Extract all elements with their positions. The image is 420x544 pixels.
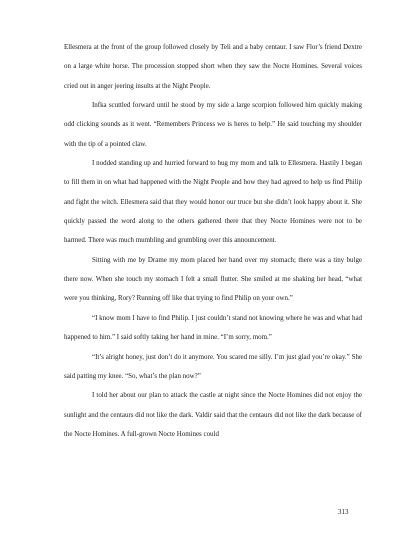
paragraph: Sitting with me by Drame my mom placed her hand over my stomach; there was a tiny bulge there now. When she touch my stomach I felt a small flutter. She smiled at me shaking her head, “what were you thinking, Rory? Running off like that trying to find Philip on your own.” xyxy=(64,255,362,303)
page-number: 313 xyxy=(338,508,349,516)
paragraph: I nodded standing up and hurried forward to hug my mom and talk to Ellesmera. Hastily I began to fill them in on what had happened with the Night People and how they had agreed to help us find Philip and fight the witch. Ellesmera said that they would honor our truce but she didn’t look happy about it. She quickly passed the word along to the others gathered there that they Nocte Homines were not to be harmed. There was much mumbling and grumbling over this announcement. xyxy=(64,159,362,245)
paragraph: “I know mom I have to find Philip. I just couldn’t stand not knowing where he was and what had happened to him.” I said softly taking her hand in mine. “I’m sorry, mom.” xyxy=(64,313,362,342)
paragraph: I told her about our plan to attack the castle at night since the Nocte Homines did not enjoy the sunlight and the centaurs did not like the dark. Valdir said that the centaurs did not like the dark because of the Nocte Homines. A full-grown Nocte Homines could xyxy=(64,391,362,438)
paragraph: Infka scuttled forward until he stood by my side a large scorpion followed him quickly making odd clicking sounds as it went. “Remembers Princess we is heres to help.” He said touching my shoulder with the tip of a pointed claw. xyxy=(64,101,362,148)
paragraph: “It’s alright honey, just don’t do it anymore. You scared me silly. I’m just glad you’re okay.” She said patting my knee. “So, what’s the plan now?” xyxy=(64,352,362,380)
body-text xyxy=(64,38,362,444)
paragraph: Ellesmera at the front of the group followed closely by Teli and a baby centaur. I saw Flor’s friend Dextre on a large white horse. The procession stopped short when they saw the Nocte Homines. Several voices cried out in anger jeering insults at the Night People. xyxy=(64,43,362,90)
